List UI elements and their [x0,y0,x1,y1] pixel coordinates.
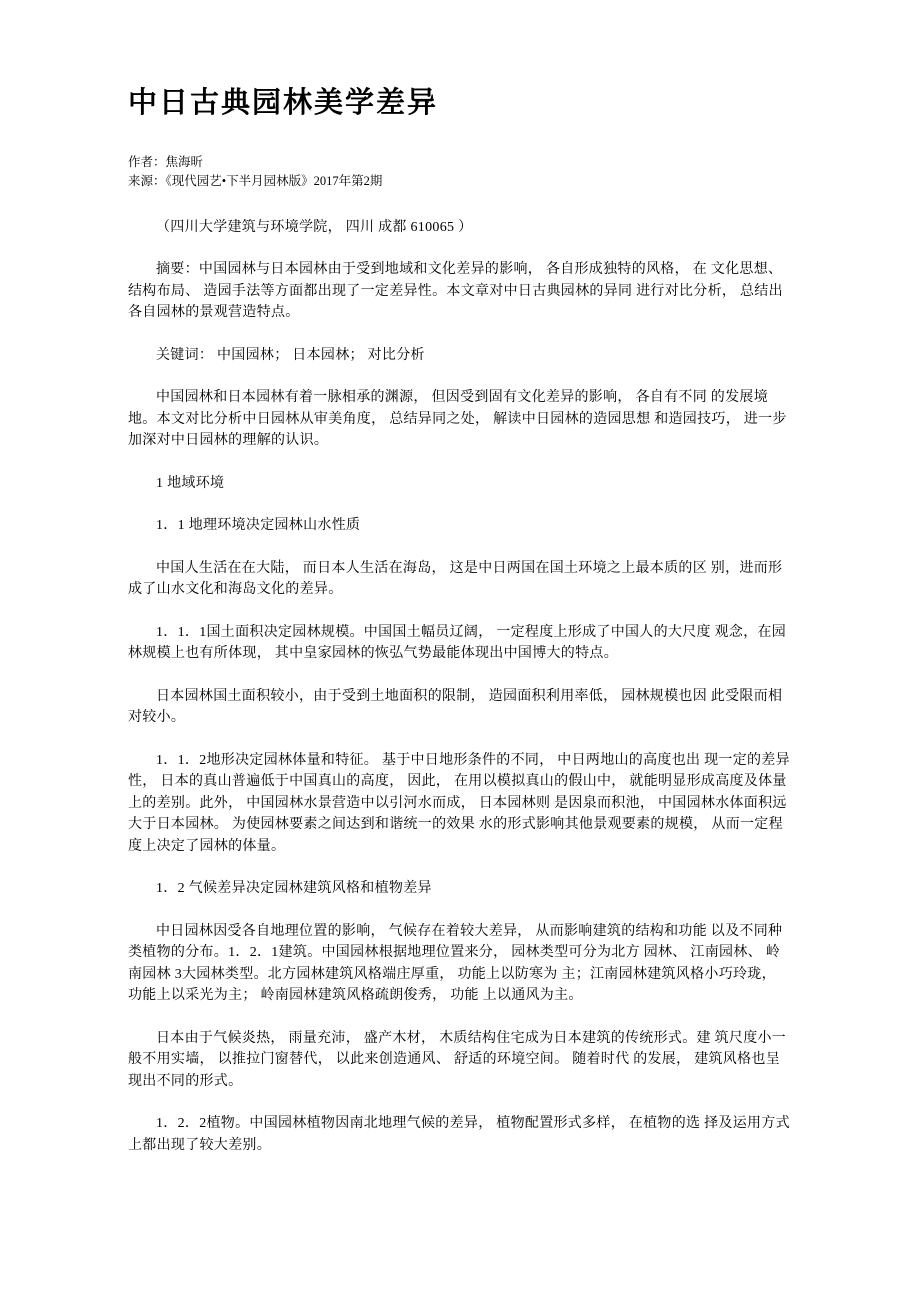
body-paragraph: 1．1．2地形决定园林体量和特征。 基于中日地形条件的不同， 中日两地山的高度也出 现一定的差异性， 日本的真山普遍低于中国真山的高度， 因此， 在用以模拟真山的假山中， 就能明显形成高度及体量上的差别。此外， 中国园林水景营造中以引河水而成， 日本园林则 是因泉而积池， 中国园林水体面积远大于日本园林。 为使园林要素之间达到和谐统一的效果 水的形式影响其他景观要素的规模， 从而一定程度上决定了园林的体量。 [128,752,790,854]
document-meta [128,153,792,191]
section-heading: 1．2 气候差异决定园林建筑风格和植物差异 [156,881,432,897]
section-heading: 1 地域环境 [156,475,225,491]
section-heading: 1．1 地理环境决定园林山水性质 [156,518,361,534]
abstract-paragraph: 摘要：中国园林与日本园林由于受到地域和文化差异的影响， 各自形成独特的风格， 在 文化思想、 结构布局、 造园手法等方面都出现了一定差异性。本文章对中日古典园林的异同 进行对比分析， 总结出各自园林的景观营造特点。 [128,262,783,321]
body-paragraph: 1．1．1国土面积决定园林规模。中国国土幅员辽阔， 一定程度上形成了中国人的大尺度 观念，在园林规模上也有所体现， 其中皇家园林的恢弘气势最能体现出中国博大的特点。 [128,624,787,662]
body-paragraph: 1．2．2植物。中国园林植物因南北地理气候的差异， 植物配置形式多样， 在植物的选 择及运用方式上都出现了较大差别。 [128,1116,790,1153]
body-paragraph: 中国人生活在在大陆， 而日本人生活在海岛， 这是中日两国在国土环境之上最本质的区 别，进而形成了山水文化和海岛文化的差异。 [128,560,783,598]
document-title: 中日古典园林美学差异 [128,87,439,119]
affiliation-line: （四川大学建筑与环境学院， 四川 成都 610065 ） [156,219,473,235]
body-paragraph: 日本由于气候炎热， 雨量充沛， 盛产木材， 木质结构住宅成为日本建筑的传统形式。建 筑尺度小一般不用实墙， 以推拉门窗替代， 以此来创造通风、 舒适的环境空间。 随着时代 的发展， 建筑风格也呈现出不同的形式。 [128,1030,787,1089]
body-paragraph: 中国园林和日本园林有着一脉相承的渊源， 但因受到固有文化差异的影响， 各自有不同 的发展境地。本文对比分析中日园林从审美角度， 总结异同之处， 解读中日园林的造园思想 和造园技巧， 进一步加深对中日园林的理解的认识。 [128,390,787,449]
author-line: 作者：焦海昕 [128,154,204,169]
body-paragraph: 中日园林因受各自地理位置的影响， 气候存在着较大差异， 从而影响建筑的结构和功能 以及不同种类植物的分布。1．2．1建筑。中国园林根据地理位置来分， 园林类型可分为北方 园林、 江南园林、 岭南园林 3大园林类型。北方园林建筑风格端庄厚重， 功能上以防寒为 主；江南园林建筑风格小巧玲珑， 功能上以采光为主； 岭南园林建筑风格疏朗俊秀， 功能 上以通风为主。 [128,923,783,1004]
keywords-line: 关键词： 中国园林； 日本园林； 对比分析 [156,347,425,363]
source-line: 来源：《现代园艺•下半月园林版》2017年第2期 [128,173,383,188]
body-paragraph: 日本园林国土面积较小，由于受到土地面积的限制， 造园面积利用率低， 园林规模也因 此受限而相对较小。 [128,688,783,726]
